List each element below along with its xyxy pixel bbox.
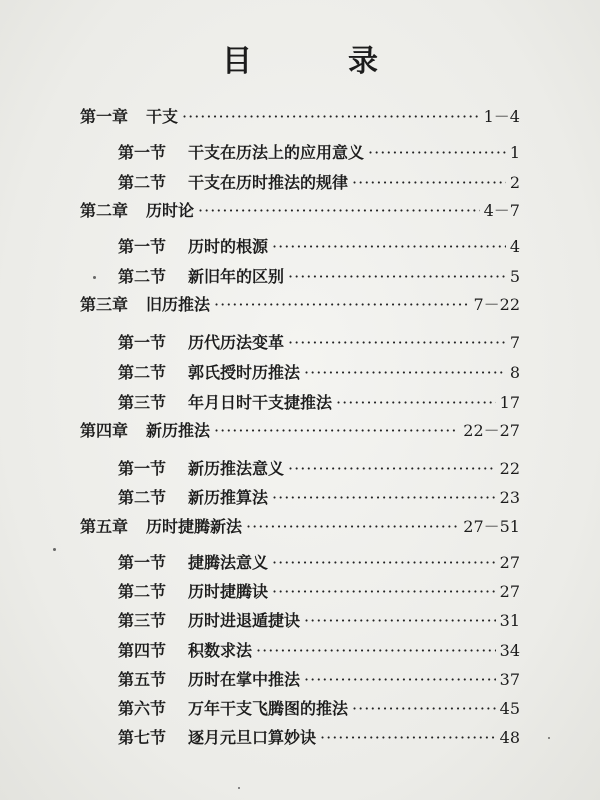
toc-entry [80, 200, 520, 222]
entry-page: 4－7 [483, 201, 520, 220]
entry-page: 5 [509, 267, 520, 286]
toc-entry [118, 458, 520, 480]
entry-page: 7 [509, 333, 520, 352]
entry-number: 第五节 [118, 670, 167, 689]
entry-page: 7－22 [473, 295, 520, 314]
entry-page: 22 [499, 459, 520, 478]
entry-number: 第二节 [118, 582, 167, 601]
dot-leader [214, 294, 469, 316]
entry-number: 第一节 [118, 237, 167, 256]
entry-number: 第一节 [118, 459, 167, 478]
entry-title: 新历推算法 [188, 488, 269, 507]
entry-number: 第二节 [118, 488, 167, 507]
dot-leader [288, 458, 496, 480]
toc-entry [118, 487, 520, 509]
entry-title: 新旧年的区别 [188, 267, 285, 286]
toc-entry [118, 610, 520, 632]
entry-page: 17 [499, 393, 520, 412]
dot-leader [352, 698, 496, 720]
dot-leader [272, 581, 496, 603]
entry-page: 27 [499, 582, 520, 601]
entry-title: 历时捷腾新法 [146, 517, 243, 536]
toc-entry [118, 236, 520, 258]
entry-number: 第六节 [118, 699, 167, 718]
toc-entry [118, 581, 520, 603]
dot-leader [198, 200, 480, 222]
toc-entry [118, 392, 520, 414]
entry-title: 历代历法变革 [188, 333, 285, 352]
entry-page: 31 [499, 611, 520, 630]
scan-speck [548, 737, 550, 739]
entry-title: 历时进退遁捷诀 [188, 611, 301, 630]
entry-title: 年月日时干支捷推法 [188, 393, 333, 412]
entry-number: 第一节 [118, 553, 167, 572]
entry-number: 第二章 [80, 201, 129, 220]
entry-title: 干支在历法上的应用意义 [188, 143, 365, 162]
entry-page: 27 [499, 553, 520, 572]
entry-number: 第四节 [118, 641, 167, 660]
dot-leader [272, 487, 496, 509]
toc-entry [118, 362, 520, 384]
toc-entry [118, 698, 520, 720]
dot-leader [246, 516, 459, 538]
entry-number: 第二节 [118, 363, 167, 382]
entry-number: 第三节 [118, 611, 167, 630]
entry-page: 27－51 [463, 517, 520, 536]
entry-page: 34 [499, 641, 520, 660]
toc-entry [80, 420, 520, 442]
dot-leader [304, 362, 506, 384]
dot-leader [288, 332, 506, 354]
entry-title: 郭氏授时历推法 [188, 363, 301, 382]
entry-page: 1－4 [483, 107, 520, 126]
scan-speck [93, 276, 96, 279]
dot-leader [214, 420, 459, 442]
entry-page: 37 [499, 670, 520, 689]
entry-number: 第一节 [118, 143, 167, 162]
entry-page: 4 [509, 237, 520, 256]
entry-title: 历时在掌中推法 [188, 670, 301, 689]
entry-number: 第三节 [118, 393, 167, 412]
entry-title: 历时论 [146, 201, 195, 220]
toc-entry [80, 294, 520, 316]
entry-page: 8 [509, 363, 520, 382]
entry-title: 新历推法意义 [188, 459, 285, 478]
dot-leader [304, 669, 496, 691]
toc-entry [118, 266, 520, 288]
scan-speck [53, 548, 56, 551]
dot-leader [368, 142, 506, 164]
toc-entry [118, 552, 520, 574]
entry-title: 干支 [146, 107, 179, 126]
entry-title: 干支在历时推法的规律 [188, 173, 349, 192]
entry-page: 2 [509, 173, 520, 192]
title-char-2: 录 [348, 44, 378, 79]
entry-number: 第一章 [80, 107, 129, 126]
entry-title: 新历推法 [146, 421, 211, 440]
toc-entry [80, 516, 520, 538]
toc-entry [118, 640, 520, 662]
entry-title: 旧历推法 [146, 295, 211, 314]
entry-number: 第二节 [118, 267, 167, 286]
entry-title: 万年干支飞腾图的推法 [188, 699, 349, 718]
entry-page: 23 [499, 488, 520, 507]
toc-entry [118, 727, 520, 749]
entry-number: 第四章 [80, 421, 129, 440]
page-title [0, 36, 600, 80]
dot-leader [272, 236, 506, 258]
entry-number: 第五章 [80, 517, 129, 536]
entry-number: 第一节 [118, 333, 167, 352]
toc-entry [118, 142, 520, 164]
dot-leader [256, 640, 496, 662]
entry-title: 积数求法 [188, 641, 253, 660]
dot-leader [336, 392, 496, 414]
dot-leader [288, 266, 506, 288]
entry-number: 第三章 [80, 295, 129, 314]
dot-leader [272, 552, 496, 574]
toc-entry [118, 172, 520, 194]
scan-speck [238, 787, 240, 789]
entry-title: 历时的根源 [188, 237, 269, 256]
dot-leader [182, 106, 480, 128]
entry-title: 捷腾法意义 [188, 553, 269, 572]
entry-page: 1 [509, 143, 520, 162]
toc-entry [118, 332, 520, 354]
entry-title: 历时捷腾诀 [188, 582, 269, 601]
dot-leader [304, 610, 496, 632]
toc-entry [118, 669, 520, 691]
entry-number: 第七节 [118, 728, 167, 747]
title-char-1: 目 [222, 44, 252, 79]
entry-page: 45 [499, 699, 520, 718]
entry-page: 22－27 [463, 421, 520, 440]
dot-leader [352, 172, 506, 194]
toc-entry [80, 106, 520, 128]
dot-leader [320, 727, 496, 749]
entry-page: 48 [499, 728, 520, 747]
entry-title: 逐月元旦口算妙诀 [188, 728, 317, 747]
entry-number: 第二节 [118, 173, 167, 192]
